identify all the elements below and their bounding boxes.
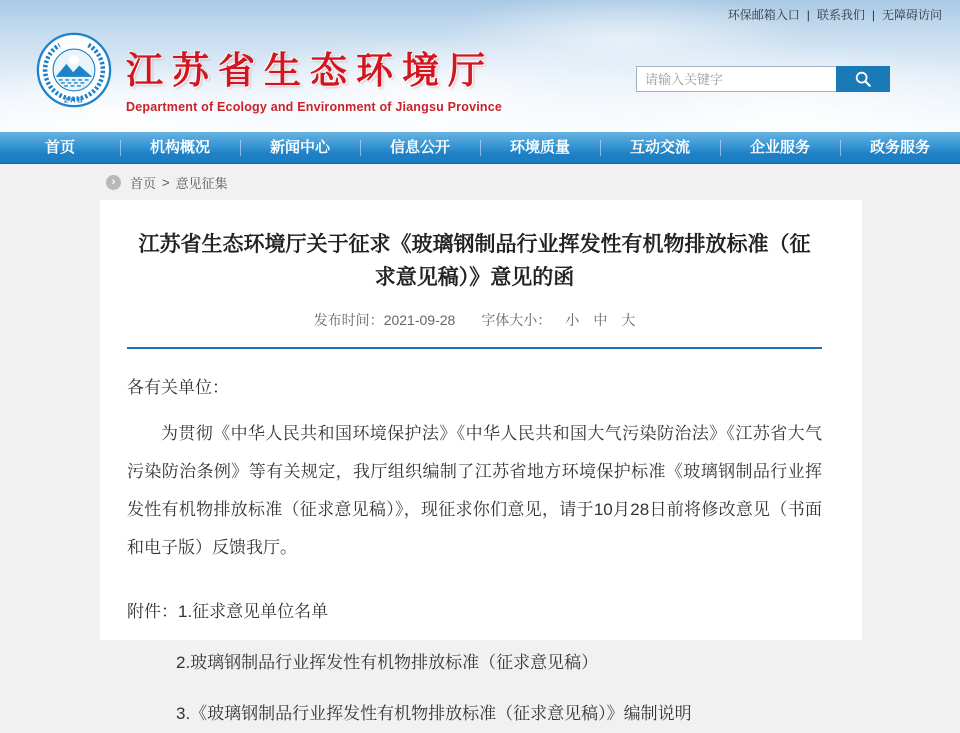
article-meta xyxy=(127,310,822,330)
site-logo[interactable] xyxy=(36,32,112,108)
brand-text xyxy=(126,40,502,114)
nav-item-about[interactable]: 机构概况 xyxy=(120,132,240,163)
utility-separator: | xyxy=(806,8,810,22)
breadcrumb-arrow-icon: › xyxy=(106,175,121,190)
nav-item-env-quality[interactable]: 环境质量 xyxy=(480,132,600,163)
attachments-section xyxy=(127,593,822,631)
article-title: 江苏省生态环境厅关于征求《玻璃钢制品行业挥发性有机物排放标准（征求意见稿）》意见的函 xyxy=(138,233,811,289)
attachment-link-1[interactable]: 1.征求意见单位名单 xyxy=(178,602,329,621)
publish-time-label: 发布时间： xyxy=(313,312,384,328)
nav-item-enterprise-service[interactable]: 企业服务 xyxy=(720,132,840,163)
nav-item-gov-service[interactable]: 政务服务 xyxy=(840,132,960,163)
breadcrumb-separator: > xyxy=(162,174,170,190)
site-header xyxy=(0,0,960,132)
attachments-label: 附件： xyxy=(127,602,178,621)
fontsize-label: 字体大小： xyxy=(481,312,552,328)
article-body xyxy=(127,369,822,733)
contact-us-link[interactable]: 联系我们 xyxy=(816,8,865,22)
breadcrumb-current[interactable]: 意见征集 xyxy=(175,175,228,191)
site-title: 江苏省生态环境厅 xyxy=(126,50,494,91)
attachment-link-2[interactable]: 2.玻璃钢制品行业挥发性有机物排放标准（征求意见稿） xyxy=(176,653,599,672)
environment-emblem-icon xyxy=(36,32,112,108)
accessibility-link[interactable]: 无障碍访问 xyxy=(881,8,942,22)
nav-item-home[interactable]: 首页 xyxy=(44,139,75,156)
utility-bar xyxy=(0,0,960,26)
body-paragraph: 为贯彻《中华人民共和国环境保护法》《中华人民共和国大气污染防治法》《江苏省大气污染防治条例》等有关规定，我厅组织编制了江苏省地方环境保护标准《玻璃钢制品行业挥发性有机物排放标准（征求意见稿）》，现征求你们意见，请于10月28日前将修改意见（书面和电子版）反馈我厅。 xyxy=(127,424,822,557)
site-search xyxy=(636,66,890,92)
search-input[interactable] xyxy=(636,66,836,92)
utility-separator: | xyxy=(871,8,875,22)
article-card xyxy=(100,200,862,723)
nav-item-news[interactable]: 新闻中心 xyxy=(240,132,360,163)
title-divider xyxy=(127,347,822,349)
nav-item-info-disclosure[interactable]: 信息公开 xyxy=(360,132,480,163)
font-size-large-button[interactable]: 大 xyxy=(621,312,636,328)
font-size-medium-button[interactable]: 中 xyxy=(593,312,608,328)
breadcrumb xyxy=(0,164,960,200)
search-button[interactable] xyxy=(836,66,890,92)
main-nav xyxy=(0,132,960,164)
mail-entry-link[interactable]: 环保邮箱入口 xyxy=(727,8,800,22)
search-icon xyxy=(854,70,872,88)
site-subtitle-en: Department of Ecology and Environment of Jiangsu Province xyxy=(126,100,503,114)
breadcrumb-home-link[interactable]: 首页 xyxy=(130,175,157,191)
attachment-link-3[interactable]: 3.《玻璃钢制品行业挥发性有机物排放标准（征求意见稿）》编制说明 xyxy=(176,704,692,723)
font-size-small-button[interactable]: 小 xyxy=(565,312,580,328)
publish-date: 2021-09-28 xyxy=(383,312,456,328)
nav-item-interaction[interactable]: 互动交流 xyxy=(600,132,720,163)
salutation: 各有关单位： xyxy=(127,378,229,397)
svg-text:ZHB: ZHB xyxy=(63,95,85,105)
